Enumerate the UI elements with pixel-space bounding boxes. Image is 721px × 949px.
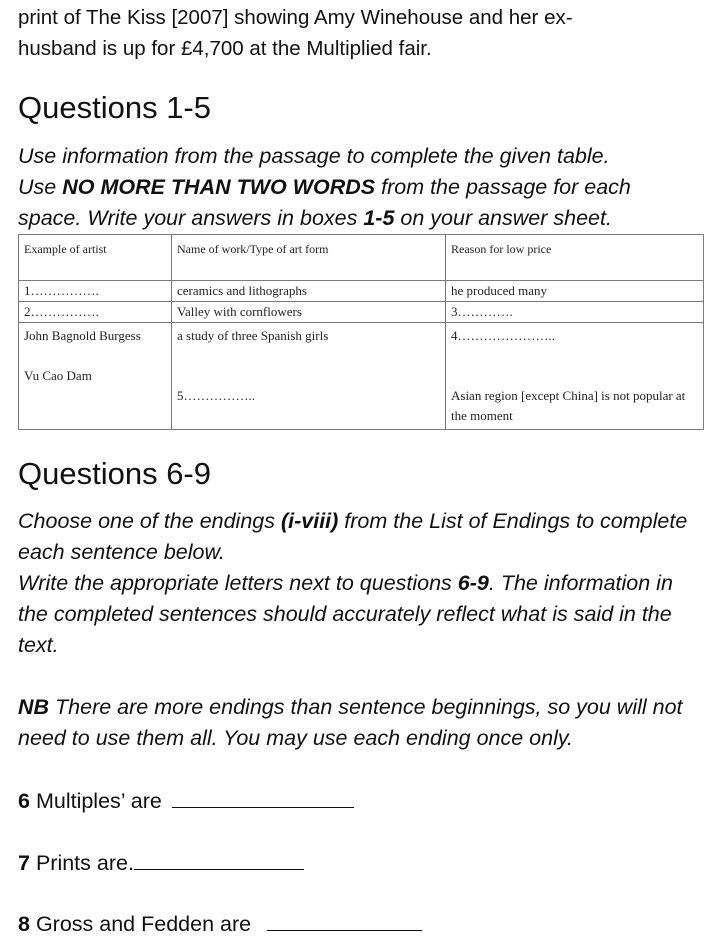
question-number: 8 — [18, 912, 30, 936]
instruction-text: on your answer sheet. — [394, 206, 612, 230]
table-row — [19, 281, 704, 302]
section-heading-6-9: Questions 6-9 — [18, 456, 211, 491]
section-instructions-1-5 — [18, 141, 708, 234]
instruction-paragraph — [18, 506, 708, 568]
nb-text: There are more endings than sentence beginnings, so you will not need to use them all. You may use each ending once only. — [18, 695, 683, 750]
question-number: 7 — [18, 851, 30, 875]
intro-line: husband is up for £4,700 at the Multiplied fair. — [18, 37, 432, 60]
instruction-text: space. Write your answers in boxes — [18, 206, 364, 230]
section-heading-1-5: Questions 1-5 — [18, 90, 211, 125]
instruction-text: Write the appropriate letters next to questions — [18, 571, 458, 595]
instruction-line — [18, 203, 708, 234]
instruction-emphasis: NO MORE THAN TWO WORDS — [62, 175, 376, 199]
instruction-text: . The information in the completed sentences should accurately reflect what is said in the text. — [18, 571, 673, 657]
nb-note — [18, 692, 708, 754]
nb-label: NB — [18, 695, 50, 719]
instruction-line — [18, 172, 708, 203]
table-header-row — [19, 235, 704, 281]
table-cell — [172, 323, 446, 430]
table-cell: Valley with cornflowers — [172, 302, 446, 323]
answer-blank[interactable] — [267, 908, 422, 931]
instruction-emphasis: 6-9 — [457, 571, 489, 595]
intro-text — [18, 2, 708, 64]
table-cell — [446, 323, 704, 430]
instruction-text: Use — [18, 175, 63, 199]
cell-text: John Bagnold Burgess — [24, 328, 141, 343]
question-text: Multiples’ are — [35, 789, 162, 813]
instruction-emphasis: 1-5 — [363, 206, 395, 230]
instruction-text: from the List of Endings to complete each sentence below. — [18, 509, 688, 564]
question-text: Gross and Fedden are — [35, 912, 252, 936]
question-text: Prints are. — [35, 851, 134, 875]
table-cell — [19, 323, 172, 430]
cell-text: Vu Cao Dam — [24, 368, 92, 383]
instruction-text: Choose one of the endings — [18, 509, 281, 533]
answer-blank[interactable] — [172, 785, 354, 808]
instruction-text: from the passage for each — [375, 175, 631, 199]
question-6 — [18, 785, 354, 817]
table-header-cell: Name of work/Type of art form — [172, 235, 446, 281]
cell-text: a study of three Spanish girls — [177, 328, 329, 343]
intro-line: print of The Kiss [2007] showing Amy Winehouse and her ex- — [18, 6, 573, 29]
table-cell: 2……………. — [19, 302, 172, 323]
table-cell: ceramics and lithographs — [172, 281, 446, 302]
answer-table — [18, 234, 704, 430]
table-cell: 3…………. — [446, 302, 704, 323]
section-instructions-6-9 — [18, 506, 708, 661]
table-row — [19, 323, 704, 430]
question-8 — [18, 908, 422, 940]
table-cell: 1……………. — [19, 281, 172, 302]
table-header-cell: Example of artist — [19, 235, 172, 281]
instruction-line: Use information from the passage to complete the given table. — [18, 144, 610, 168]
instruction-emphasis: (i-viii) — [280, 509, 339, 533]
question-number: 6 — [18, 789, 30, 813]
answer-blank[interactable] — [134, 847, 304, 870]
cell-text: 5…………….. — [177, 388, 255, 403]
question-7 — [18, 847, 304, 879]
cell-text: 4………………….. — [451, 328, 555, 343]
table-header-cell: Reason for low price — [446, 235, 704, 281]
cell-text: Asian region [except China] is not popular at the moment — [451, 388, 686, 423]
table-row — [19, 302, 704, 323]
instruction-paragraph — [18, 568, 708, 661]
table-cell: he produced many — [446, 281, 704, 302]
